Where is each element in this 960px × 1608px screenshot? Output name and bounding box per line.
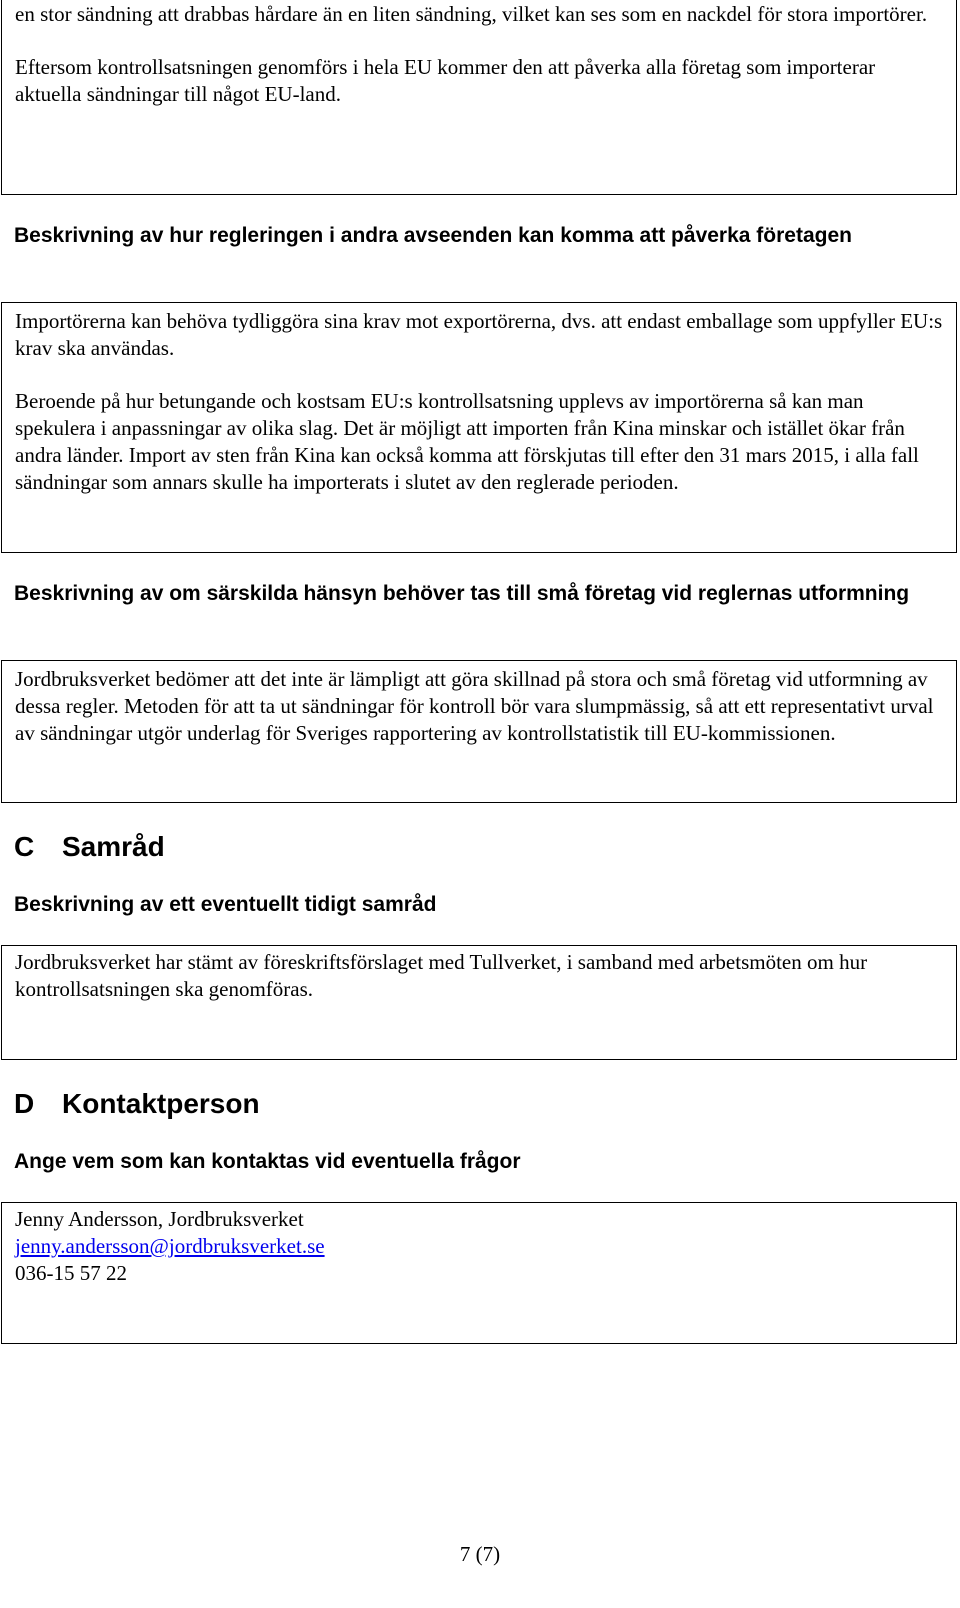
small-business-paragraph-1: Jordbruksverket bedömer att det inte är lämpligt att göra skillnad på stora och små företag vid utformning av dessa regler. Metoden för att ta ut sändningar för kontroll bör vara slumpmässig, så att ett representativt urval av sändningar utgör underlag för Sveriges rapportering av kontrollstatistik till EU-kommissionen. <box>15 667 934 745</box>
section-c-title-text: Samråd <box>62 831 165 862</box>
section-d-title <box>14 1087 260 1121</box>
contact-box <box>1 1202 957 1344</box>
contact-phone: 036-15 57 22 <box>15 1261 127 1285</box>
consultation-text-box <box>1 945 957 1060</box>
page-number: 7 (7) <box>459 1542 501 1566</box>
section-c-subheading: Beskrivning av ett eventuellt tidigt samråd <box>14 893 437 916</box>
contact-name: Jenny Andersson, Jordbruksverket <box>15 1207 304 1231</box>
intro-text-box <box>1 0 957 195</box>
intro-paragraph-1: en stor sändning att drabbas hårdare än en liten sändning, vilket kan ses som en nackdel för stora importörer. <box>15 2 928 26</box>
consultation-paragraph-1: Jordbruksverket har stämt av föreskriftsförslaget med Tullverket, i samband med arbetsmöten om hur kontrollsatsningen ska genomföras. <box>15 950 868 1001</box>
other-effects-paragraph-1: Importörerna kan behöva tydliggöra sina krav mot exportörerna, dvs. att endast emballage som uppfyller EU:s krav ska användas. <box>15 309 943 360</box>
intro-paragraph-2: Eftersom kontrollsatsningen genomförs i hela EU kommer den att påverka alla företag som importerar aktuella sändningar till något EU-land. <box>15 55 876 106</box>
section-d-title-text: Kontaktperson <box>62 1088 260 1119</box>
other-effects-heading: Beskrivning av hur regleringen i andra avseenden kan komma att påverka företagen <box>14 224 852 247</box>
other-effects-text-box <box>1 302 957 553</box>
contact-email-link[interactable]: jenny.andersson@jordbruksverket.se <box>15 1234 325 1258</box>
section-c-letter: C <box>14 831 35 862</box>
section-c-title <box>14 830 165 864</box>
section-d-letter: D <box>14 1088 35 1119</box>
other-effects-paragraph-2: Beroende på hur betungande och kostsam EU:s kontrollsatsning upplevs av importörerna så kan man spekulera i anpassningar av olika slag. Det är möjligt att importen från Kina minskar och istället ökar från andra länder. Import av sten från Kina kan också komma att förskjutas till efter den 31 mars 2015, i alla fall sändningar som annars skulle ha importerats i slutet av den reglerade perioden. <box>15 389 919 494</box>
small-business-text-box <box>1 660 957 803</box>
small-business-heading: Beskrivning av om särskilda hänsyn behöver tas till små företag vid reglernas utformning <box>14 582 910 605</box>
section-d-subheading: Ange vem som kan kontaktas vid eventuella frågor <box>14 1150 521 1173</box>
